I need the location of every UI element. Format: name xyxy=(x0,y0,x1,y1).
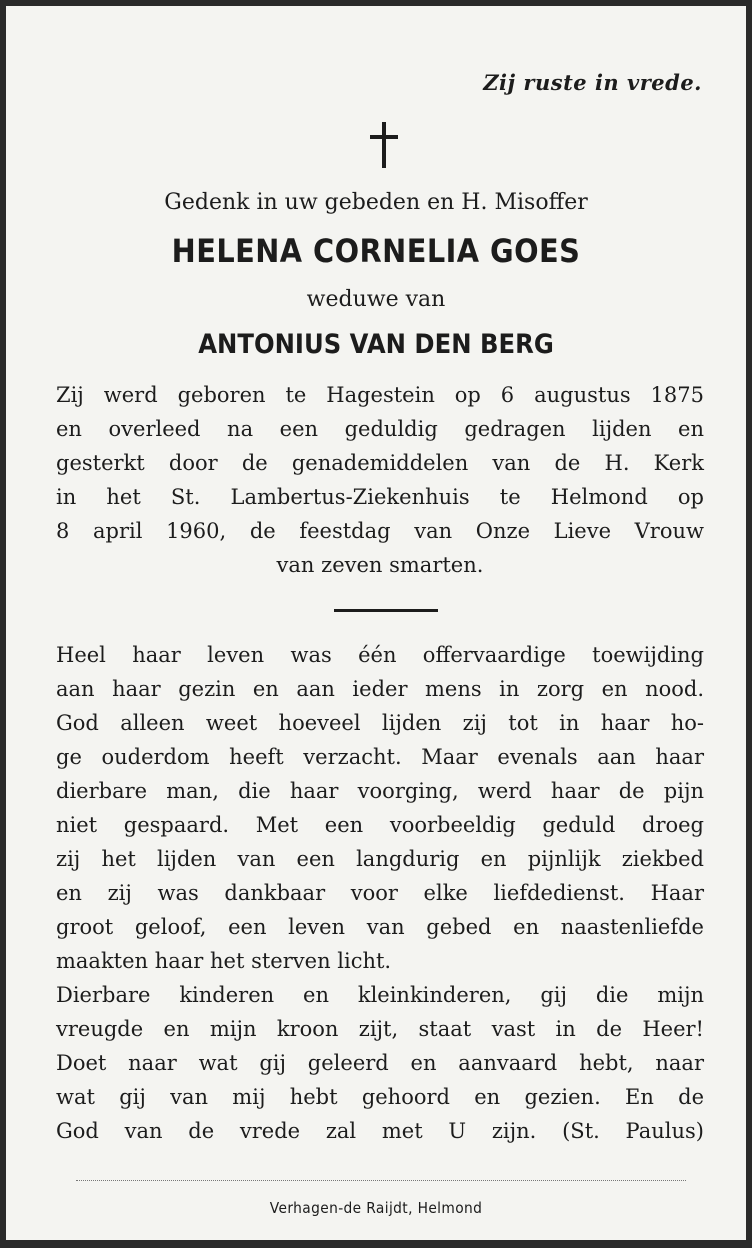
tribute-line: aan haar gezin en aan ieder mens in zorg en nood. xyxy=(56,677,704,701)
widow-of-line: weduwe van xyxy=(306,287,446,312)
dotted-rule xyxy=(76,1180,686,1181)
tribute-line: ge ouderdom heeft verzacht. Maar evenals aan haar xyxy=(56,745,704,769)
memorial-card xyxy=(6,6,746,1240)
printer-credit: Verhagen-de Raijdt, Helmond xyxy=(269,1199,483,1217)
tribute-line: God alleen weet hoeveel lijden zij tot in haar ho- xyxy=(56,711,704,735)
tribute-line: Heel haar leven was één offervaardige toewijding xyxy=(56,643,704,667)
biography-paragraph xyxy=(56,378,704,582)
latin-cross-icon xyxy=(370,122,398,168)
cross-horizontal-bar xyxy=(370,135,398,139)
cross-vertical-bar xyxy=(382,122,386,168)
bio-line: Zij werd geboren te Hagestein op 6 augustus 1875 xyxy=(56,383,704,407)
spouse-name: ANTONIUS VAN DEN BERG xyxy=(198,329,554,360)
tribute-paragraph xyxy=(56,638,704,1148)
tribute-line: God van de vrede zal met U zijn. (St. Paulus) xyxy=(56,1119,704,1143)
tribute-line: wat gij van mij hebt gehoord en gezien. En de xyxy=(56,1085,704,1109)
tribute-line: groot geloof, een leven van gebed en naastenliefde xyxy=(56,915,704,939)
tribute-line: maakten haar het sterven licht. xyxy=(56,949,392,973)
bio-line: en overleed na een geduldig gedragen lijden en xyxy=(56,417,704,441)
motto: Zij ruste in vrede. xyxy=(483,70,702,95)
tribute-line: Doet naar wat gij geleerd en aanvaard hebt, naar xyxy=(56,1051,704,1075)
bio-line: in het St. Lambertus-Ziekenhuis te Helmond op xyxy=(56,485,704,509)
bio-line: van zeven smarten. xyxy=(276,553,484,577)
tribute-line: niet gespaard. Met een voorbeeldig geduld droeg xyxy=(56,813,704,837)
tribute-line: Dierbare kinderen en kleinkinderen, gij die mijn xyxy=(56,983,704,1007)
bio-line: gesterkt door de genademiddelen van de H. Kerk xyxy=(56,451,704,475)
tribute-line: zij het lijden van een langdurig en pijnlijk ziekbed xyxy=(56,847,704,871)
intro-line: Gedenk in uw gebeden en H. Misoffer xyxy=(164,190,588,215)
divider-rule xyxy=(334,609,438,612)
tribute-line: en zij was dankbaar voor elke liefdedienst. Haar xyxy=(56,881,704,905)
deceased-name: HELENA CORNELIA GOES xyxy=(171,232,581,270)
tribute-line: vreugde en mijn kroon zijt, staat vast in de Heer! xyxy=(56,1017,704,1041)
tribute-line: dierbare man, die haar voorging, werd haar de pijn xyxy=(56,779,704,803)
bio-line: 8 april 1960, de feestdag van Onze Lieve Vrouw xyxy=(56,519,704,543)
